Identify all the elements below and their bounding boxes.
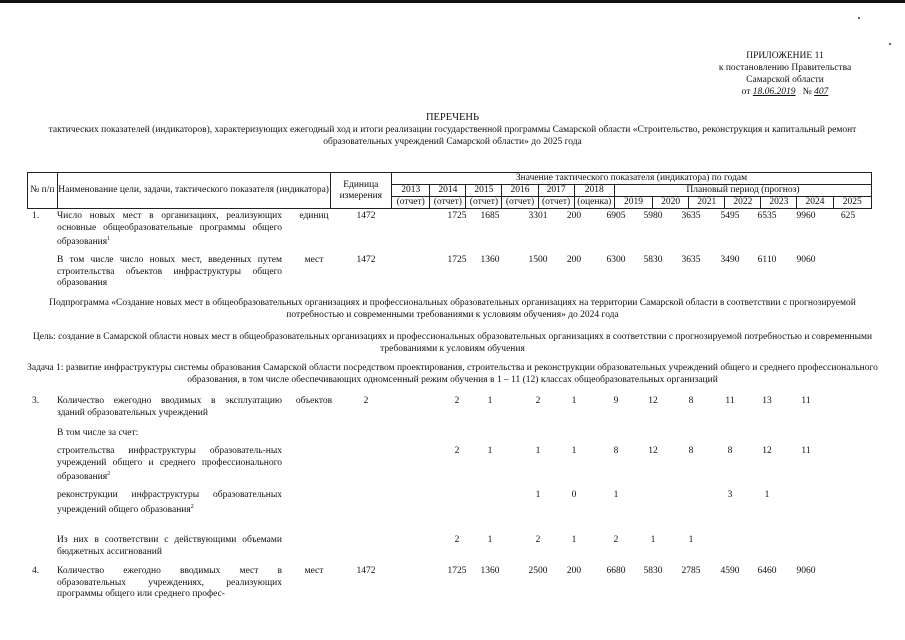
value-cell: 1360 bbox=[480, 255, 500, 265]
document-title: ПЕРЕЧЕНЬ bbox=[425, 112, 480, 123]
value-cell: 1 bbox=[535, 490, 541, 500]
header-kind: (оценка) bbox=[574, 197, 614, 209]
indicator-unit: мест bbox=[304, 255, 324, 265]
value-cell: 2 bbox=[535, 396, 541, 406]
header-name: Наименование цели, задачи, тактического показателя (индикатора) bbox=[57, 173, 330, 209]
value-cell: 6110 bbox=[757, 255, 777, 265]
value-cell: 8 bbox=[688, 396, 694, 406]
header-planned: Плановый период (прогноз) bbox=[614, 185, 871, 197]
value-cell: 3 bbox=[727, 490, 733, 500]
value-cell: 1472 bbox=[356, 211, 376, 221]
value-cell: 6300 bbox=[606, 255, 626, 265]
indicator-name: В том числе число новых мест, введенных путем строительства объектов инфраструктуры общего образования bbox=[57, 255, 282, 288]
value-cell: 200 bbox=[566, 211, 582, 221]
value-cell: 6535 bbox=[757, 211, 777, 221]
value-cell: 2 bbox=[363, 396, 369, 406]
appendix-block bbox=[700, 50, 870, 98]
indicator-unit: мест bbox=[304, 566, 324, 576]
value-cell: 1725 bbox=[447, 255, 467, 265]
value-cell: 1 bbox=[571, 446, 577, 456]
appendix-date: 18.06.2019 bbox=[752, 87, 796, 97]
row-index: 1. bbox=[32, 211, 40, 221]
value-cell: 1685 bbox=[480, 211, 500, 221]
value-cell: 11 bbox=[801, 446, 811, 456]
row-index: 4. bbox=[32, 566, 40, 576]
page-top-border bbox=[0, 0, 905, 3]
header-year: 2020 bbox=[653, 197, 689, 209]
value-cell: 1 bbox=[535, 446, 541, 456]
header-year: 2017 bbox=[538, 185, 574, 197]
value-cell: 1725 bbox=[447, 566, 467, 576]
value-cell: 5830 bbox=[643, 255, 663, 265]
value-cell: 6460 bbox=[757, 566, 777, 576]
value-cell: 1472 bbox=[356, 566, 376, 576]
value-cell: 9960 bbox=[796, 211, 816, 221]
value-cell: 2 bbox=[454, 446, 460, 456]
value-cell: 9 bbox=[613, 396, 619, 406]
appendix-title: ПРИЛОЖЕНИЕ 11 bbox=[746, 51, 824, 61]
value-cell: 1 bbox=[688, 535, 694, 545]
header-year: 2024 bbox=[797, 197, 833, 209]
value-cell: 1 bbox=[571, 396, 577, 406]
header-year: 2022 bbox=[725, 197, 761, 209]
header-year: 2018 bbox=[574, 185, 614, 197]
value-cell: 1 bbox=[487, 396, 493, 406]
indicator-unit: объектов bbox=[295, 396, 333, 406]
indicator-name: В том числе за счет: bbox=[57, 428, 139, 438]
value-cell: 1 bbox=[487, 535, 493, 545]
document-subtitle: тактических показателей (индикаторов), характеризующих ежегодный ход и итоги реализации государственной программы Самарской области «Строительство, реконструкция и капитальный ремонт образовательных учреждений Самарской области» до 2025 года bbox=[48, 125, 857, 147]
header-year: 2013 bbox=[392, 185, 430, 197]
value-cell: 3301 bbox=[528, 211, 548, 221]
indicator-name: реконструкции инфраструктуры образовательных учреждений общего образования$^2$ bbox=[57, 490, 282, 515]
header-kind: (отчет) bbox=[502, 197, 538, 209]
header-no: № п/п bbox=[28, 173, 58, 209]
row-index: 3. bbox=[32, 396, 40, 406]
header-year: 2016 bbox=[502, 185, 538, 197]
value-cell: 9060 bbox=[796, 255, 816, 265]
value-cell: 1 bbox=[613, 490, 619, 500]
indicator-name: Количество ежегодно вводимых в эксплуатацию зданий образовательных учреждений bbox=[57, 396, 282, 418]
value-cell: 2 bbox=[454, 535, 460, 545]
speck bbox=[858, 17, 860, 19]
value-cell: 1725 bbox=[447, 211, 467, 221]
header-year: 2025 bbox=[833, 197, 871, 209]
header-values: Значение тактического показателя (индикатора) по годам bbox=[392, 173, 872, 185]
value-cell: 3635 bbox=[681, 255, 701, 265]
header-year: 2014 bbox=[430, 185, 466, 197]
value-cell: 3490 bbox=[720, 255, 740, 265]
value-cell: 1 bbox=[650, 535, 656, 545]
appendix-line: Самарской области bbox=[746, 75, 824, 85]
value-cell: 2500 bbox=[528, 566, 548, 576]
value-cell: 4590 bbox=[720, 566, 740, 576]
header-table bbox=[27, 172, 872, 209]
value-cell: 12 bbox=[648, 396, 658, 406]
appendix-line: к постановлению Правительства bbox=[718, 63, 852, 73]
goal-heading: Цель: создание в Самарской области новых мест в общеобразовательных организациях и профессиональных образовательных организациях в соответствии с прогнозируемой потребностью и современными требованиями к условиям обучения bbox=[32, 332, 873, 354]
value-cell: 9060 bbox=[796, 566, 816, 576]
value-cell: 200 bbox=[566, 255, 582, 265]
value-cell: 1 bbox=[571, 535, 577, 545]
indicator-name: строительства инфраструктуры образователь-ных учреждений общего и среднего профессионального образования$^2$ bbox=[57, 446, 282, 483]
value-cell: 1 bbox=[764, 490, 770, 500]
value-cell: 11 bbox=[725, 396, 735, 406]
value-cell: 2 bbox=[454, 396, 460, 406]
value-cell: 3635 bbox=[681, 211, 701, 221]
subprogram-heading: Подпрограмма «Создание новых мест в общеобразовательных организациях и профессиональных образовательных организациях на территории Самарской области в соответствии с прогнозируемой потребностью и современными требованиями к условиям обучения» до 2024 года bbox=[49, 298, 856, 320]
value-cell: 2 bbox=[535, 535, 541, 545]
header-kind: (отчет) bbox=[392, 197, 430, 209]
value-cell: 8 bbox=[613, 446, 619, 456]
header-unit: Единица измерения bbox=[330, 173, 392, 209]
speck bbox=[889, 43, 891, 45]
header-kind: (отчет) bbox=[538, 197, 574, 209]
value-cell: 8 bbox=[727, 446, 733, 456]
value-cell: 2 bbox=[613, 535, 619, 545]
indicator-unit: единиц bbox=[299, 211, 329, 221]
header-year: 2015 bbox=[466, 185, 502, 197]
header-year: 2023 bbox=[761, 197, 797, 209]
value-cell: 625 bbox=[840, 211, 856, 221]
header-year: 2019 bbox=[614, 197, 652, 209]
value-cell: 12 bbox=[762, 446, 772, 456]
value-cell: 1472 bbox=[356, 255, 376, 265]
value-cell: 2785 bbox=[681, 566, 701, 576]
value-cell: 6905 bbox=[606, 211, 626, 221]
header-year: 2021 bbox=[689, 197, 725, 209]
value-cell: 1360 bbox=[480, 566, 500, 576]
appendix-number: 407 bbox=[814, 87, 829, 97]
value-cell: 200 bbox=[566, 566, 582, 576]
value-cell: 13 bbox=[762, 396, 772, 406]
value-cell: 12 bbox=[648, 446, 658, 456]
indicator-name: Из них в соответствии с действующими объемами бюджетных ассигнований bbox=[57, 535, 282, 557]
value-cell: 5830 bbox=[643, 566, 663, 576]
value-cell: 5495 bbox=[720, 211, 740, 221]
header-kind: (отчет) bbox=[430, 197, 466, 209]
value-cell: 5980 bbox=[643, 211, 663, 221]
value-cell: 1500 bbox=[528, 255, 548, 265]
value-cell: 11 bbox=[801, 396, 811, 406]
indicator-name: Число новых мест в организациях, реализующих основные общеобразовательные программы общего образования$^1$ bbox=[57, 211, 282, 248]
indicator-name: Количество ежегодно вводимых мест в образовательных учреждениях, реализующих программы общего или среднего профес- bbox=[57, 566, 282, 599]
header-kind: (отчет) bbox=[466, 197, 502, 209]
value-cell: 0 bbox=[571, 490, 577, 500]
appendix-date-line: от 18.06.2019 № 407 bbox=[741, 87, 829, 97]
value-cell: 1 bbox=[487, 446, 493, 456]
task-heading: Задача 1: развитие инфраструктуры системы образования Самарской области посредством проектирования, строительства и реконструкции образовательных учреждений общего и среднего профессионального образования, в том числе обеспечивающих одномсенный режим обучения в 1 – 11 (12) классах общеобразовательных организаций bbox=[27, 363, 878, 385]
value-cell: 6680 bbox=[606, 566, 626, 576]
value-cell: 8 bbox=[688, 446, 694, 456]
